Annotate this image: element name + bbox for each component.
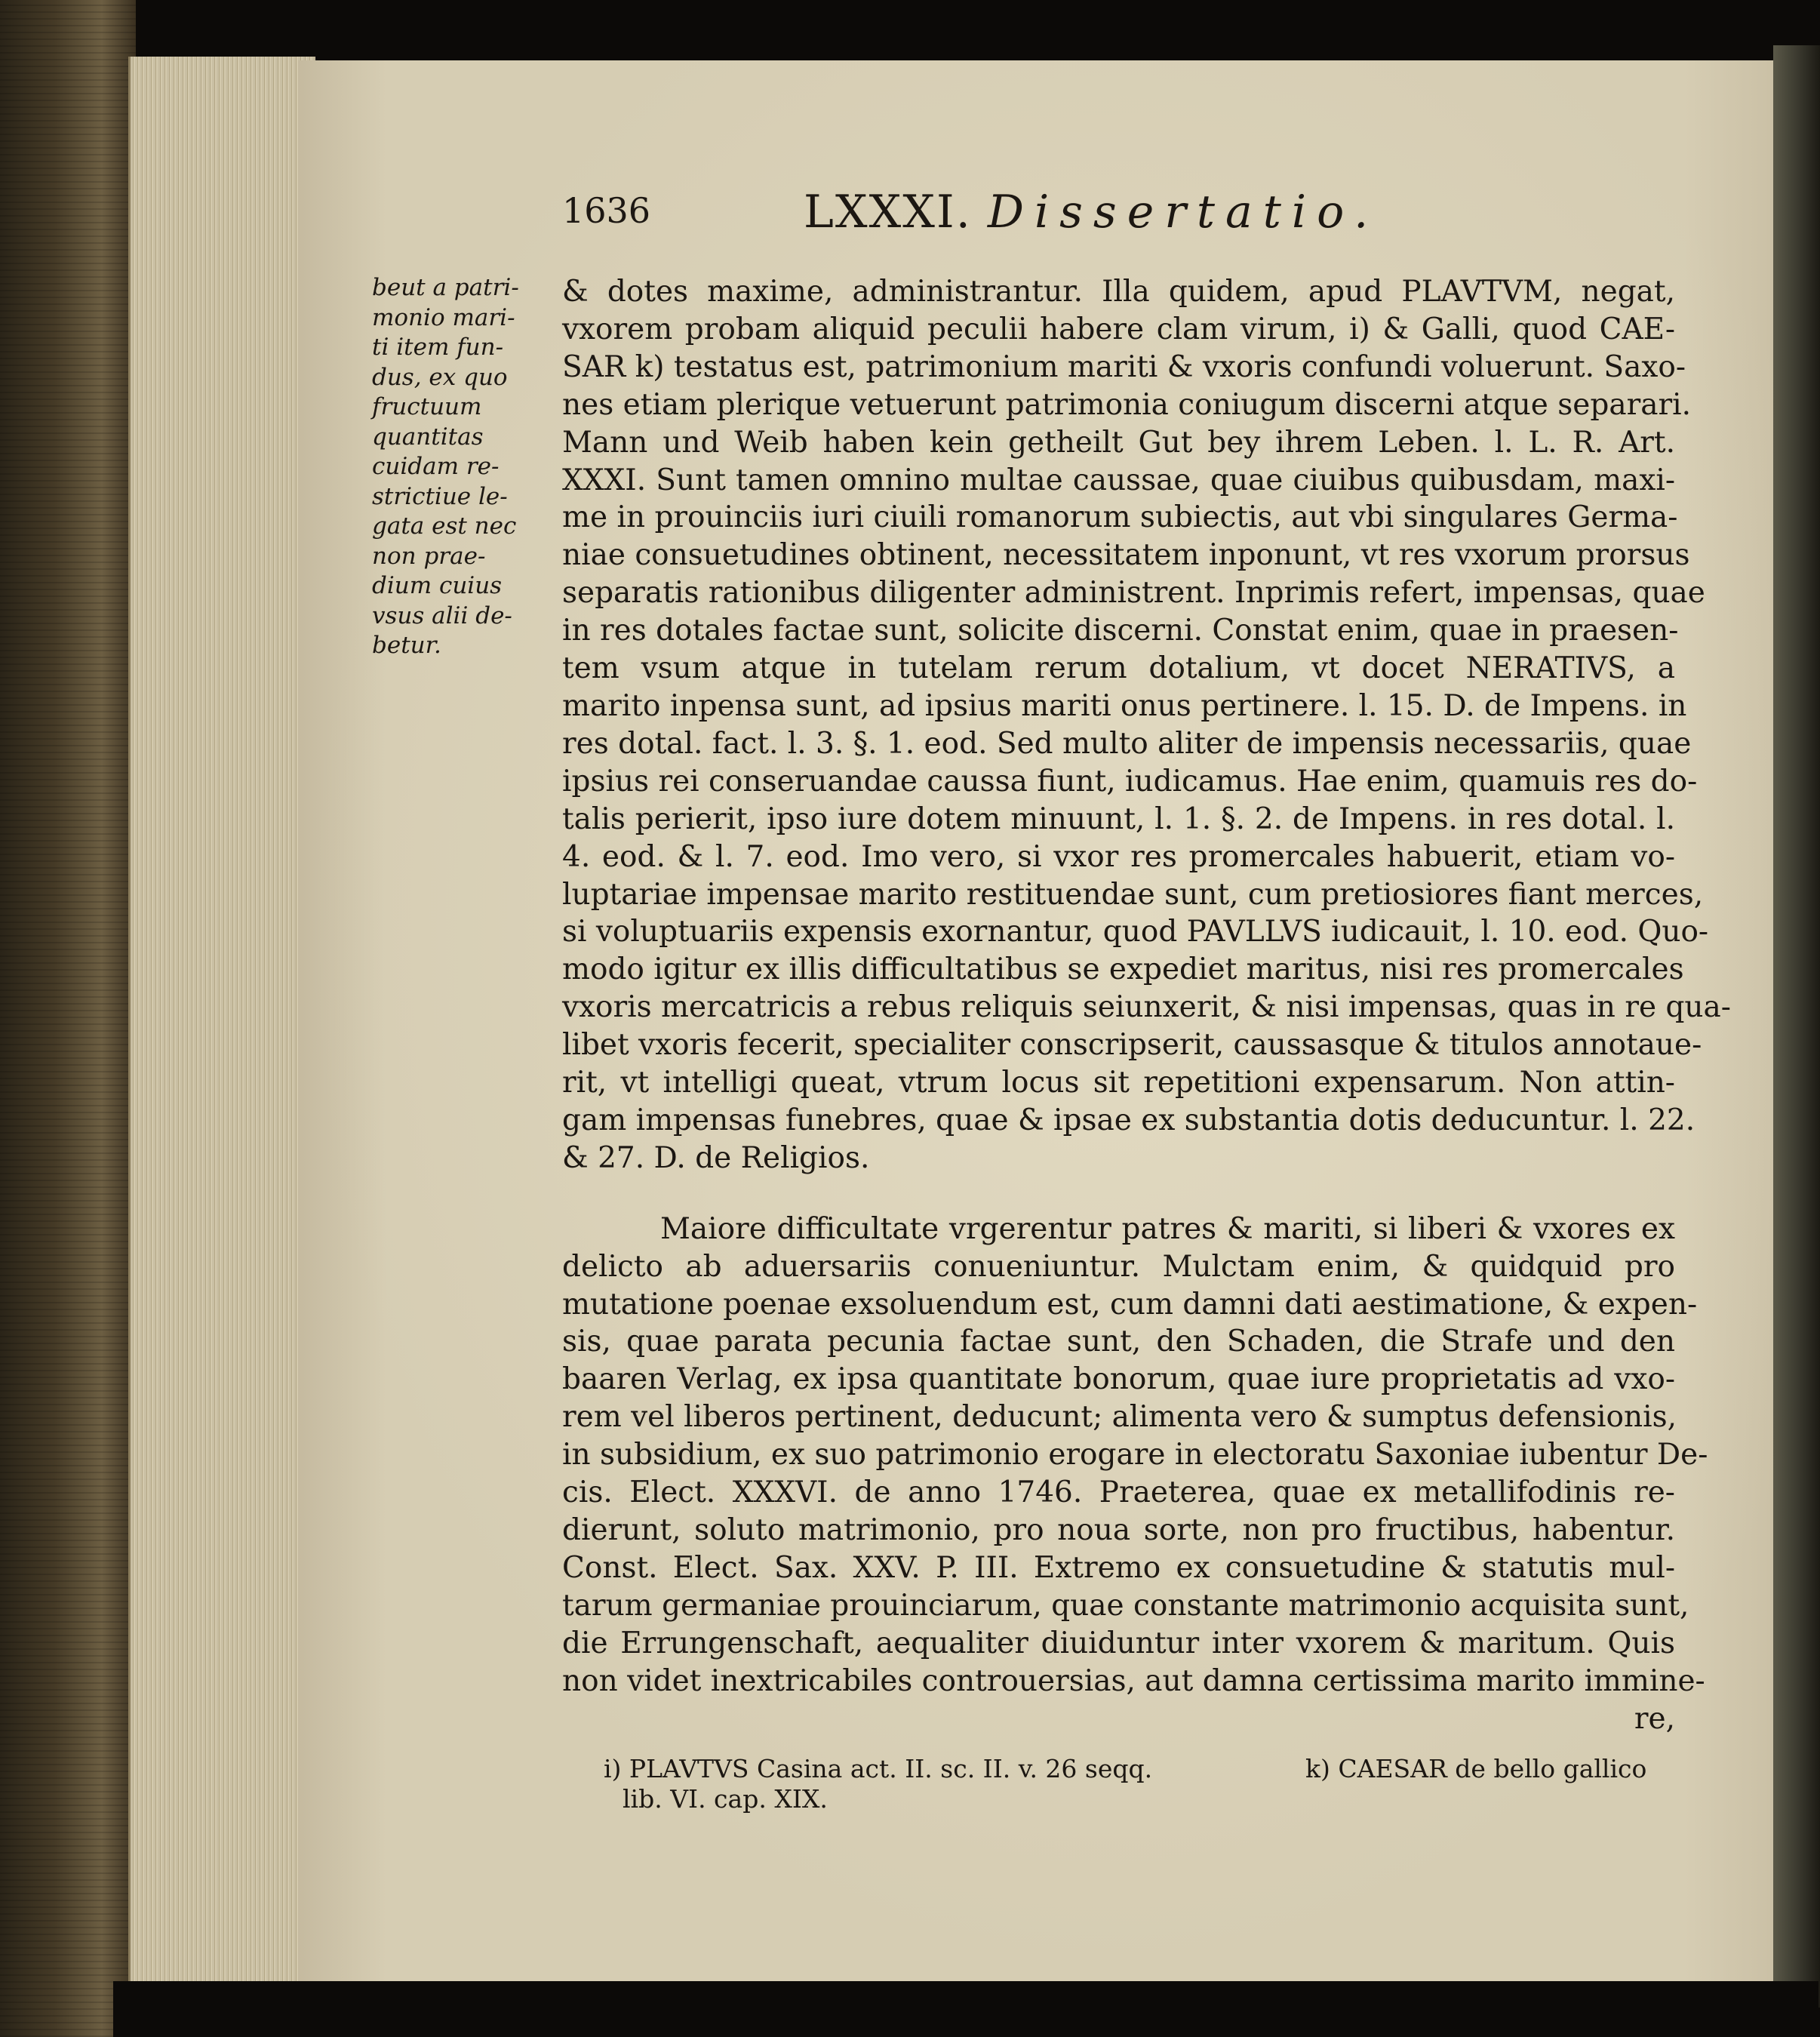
text-line: res dotal. fact. l. 3. §. 1. eod. Sed multo aliter de impensis necessariis, quae	[562, 726, 1692, 761]
footnotes	[604, 1754, 1679, 1814]
text-line: luptariae impensae marito restituendae sunt, cum pretiosiores fiant merces,	[562, 877, 1704, 912]
main-text	[562, 273, 1731, 1737]
page-number: 1636	[562, 190, 651, 231]
page-edges	[128, 57, 315, 1981]
text-line: vxorem probam aliquid peculii habere clam virum, i) & Galli, quod CAE-	[562, 312, 1675, 346]
paragraph-2	[562, 1211, 1708, 1738]
text-line: rem vel liberos pertinent, deducunt; alimenta vero & sumptus defensionis,	[562, 1400, 1677, 1435]
footnote-i-continued: lib. VI. cap. XIX.	[623, 1784, 828, 1814]
text-line: re,	[1634, 1701, 1675, 1736]
marginal-note-line: dium cuius	[372, 572, 503, 599]
text-line: in subsidium, ex suo patrimonio erogare in electoratu Saxoniae iubentur De-	[562, 1438, 1708, 1472]
text-line: sis, quae parata pecunia factae sunt, den Schaden, die Strafe und den	[562, 1325, 1675, 1359]
text-line: gam impensas funebres, quae & ipsae ex substantia dotis deducuntur. l. 22.	[562, 1103, 1695, 1137]
book-cover-right	[1773, 45, 1820, 2008]
text-line: Const. Elect. Sax. XXV. P. III. Extremo ex consuetudine & statutis mul-	[562, 1550, 1675, 1585]
marginal-note-line: strictiue le-	[372, 482, 508, 510]
text-line: die Errungenschaft, aequaliter diuiduntur inter vxorem & maritum. Quis	[562, 1626, 1675, 1660]
text-line: modo igitur ex illis difficultatibus se expediet maritus, nisi res promercales	[562, 952, 1684, 987]
text-line: in res dotales factae sunt, solicite discerni. Constat enim, quae in praesen-	[562, 614, 1679, 648]
text-line: delicto ab aduersariis conueniuntur. Mulctam enim, & quidquid pro	[562, 1249, 1675, 1284]
text-line: XXXI. Sunt tamen omnino multae caussae, quae ciuibus quibusdam, maxi-	[562, 463, 1675, 497]
marginal-note-line: non prae-	[372, 542, 486, 570]
text-line: mutatione poenae exsoluendum est, cum damni dati aestimatione, & expen-	[562, 1287, 1698, 1322]
text-line: me in prouinciis iuri ciuili romanorum subiectis, aut vbi singulares Germa-	[562, 500, 1678, 535]
text-line: libet vxoris fecerit, specialiter conscripserit, caussasque & titulos annotaue-	[562, 1028, 1702, 1063]
paragraph-1	[562, 273, 1731, 1177]
marginal-note-line: ti item fun-	[372, 334, 504, 361]
text-line: non videt inextricabiles controuersias, aut damna certissima marito immine-	[562, 1663, 1705, 1698]
text-line: si voluptuariis expensis exornantur, quod PAVLLVS iudicauit, l. 10. eod. Quo-	[562, 915, 1709, 949]
marginal-note	[372, 273, 555, 661]
text-line: cis. Elect. XXXVI. de anno 1746. Praeterea, quae ex metallifodinis re-	[562, 1475, 1675, 1510]
running-title-italic: Dissertatio.	[987, 186, 1379, 238]
marginal-note-line: fructuum	[372, 393, 482, 420]
background-bottom	[113, 1981, 1818, 2037]
text-line: rit, vt intelligi queat, vtrum locus sit repetitioni expensarum. Non attin-	[562, 1066, 1675, 1100]
marginal-note-line: vsus alii de-	[372, 602, 512, 629]
text-line: & 27. D. de Religios.	[562, 1140, 870, 1175]
marginal-note-line: betur.	[372, 632, 441, 659]
text-line: Maiore difficultate vrgerentur patres & mariti, si liberi & vxores ex	[660, 1211, 1675, 1246]
text-line: marito inpensa sunt, ad ipsius mariti onus pertinere. l. 15. D. de Impens. in	[562, 688, 1687, 723]
text-line: ipsius rei conseruandae caussa fiunt, iudicamus. Hae enim, quamuis res do-	[562, 764, 1698, 798]
footnote-i: i) PLAVTVS Casina act. II. sc. II. v. 26 seqq.	[604, 1754, 1153, 1783]
marginal-note-line: dus, ex quo	[372, 363, 508, 391]
footnote-k: k) CAESAR de bello gallico	[1305, 1754, 1647, 1783]
text-line: baaren Verlag, ex ipsa quantitate bonorum, quae iure proprietatis ad vxo-	[562, 1362, 1675, 1397]
text-line: nes etiam plerique vetuerunt patrimonia coniugum discerni atque separari.	[562, 387, 1691, 422]
marginal-note-line: gata est nec	[372, 512, 517, 540]
text-line: tem vsum atque in tutelam rerum dotalium, vt docet NERATIVS, a	[562, 651, 1675, 686]
text-line: Mann und Weib haben kein getheilt Gut bey ihrem Leben. l. L. R. Art.	[562, 425, 1675, 460]
text-line: SAR k) testatus est, patrimonium mariti & vxoris confundi voluerunt. Saxo-	[562, 349, 1686, 384]
running-title	[804, 186, 1379, 238]
text-line: vxoris mercatricis a rebus reliquis seiunxerit, & nisi impensas, quas in re qua-	[562, 990, 1731, 1025]
text-line: talis perierit, ipso iure dotem minuunt, l. 1. §. 2. de Impens. in res dotal. l.	[562, 802, 1675, 836]
text-line: 4. eod. & l. 7. eod. Imo vero, si vxor res promercales habuerit, etiam vo-	[562, 839, 1675, 874]
marginal-note-line: cuidam re-	[372, 453, 500, 480]
marginal-note-line: quantitas	[372, 423, 484, 451]
marginal-note-line: beut a patri-	[372, 274, 519, 301]
text-line: tarum germaniae prouinciarum, quae constante matrimonio acquisita sunt,	[562, 1588, 1689, 1623]
text-line: & dotes maxime, administrantur. Illa quidem, apud PLAVTVM, negat,	[562, 275, 1675, 309]
text-line: niae consuetudines obtinent, necessitatem inponunt, vt res vxorum prorsus	[562, 538, 1690, 573]
marginal-note-line: monio mari-	[372, 303, 515, 331]
text-line: separatis rationibus diligenter administrent. Inprimis refert, impensas, quae	[562, 576, 1705, 611]
running-title-roman: LXXXI.	[804, 186, 972, 238]
cover-texture	[0, 0, 136, 2037]
text-line: dierunt, soluto matrimonio, pro noua sorte, non pro fructibus, habentur.	[562, 1513, 1675, 1547]
